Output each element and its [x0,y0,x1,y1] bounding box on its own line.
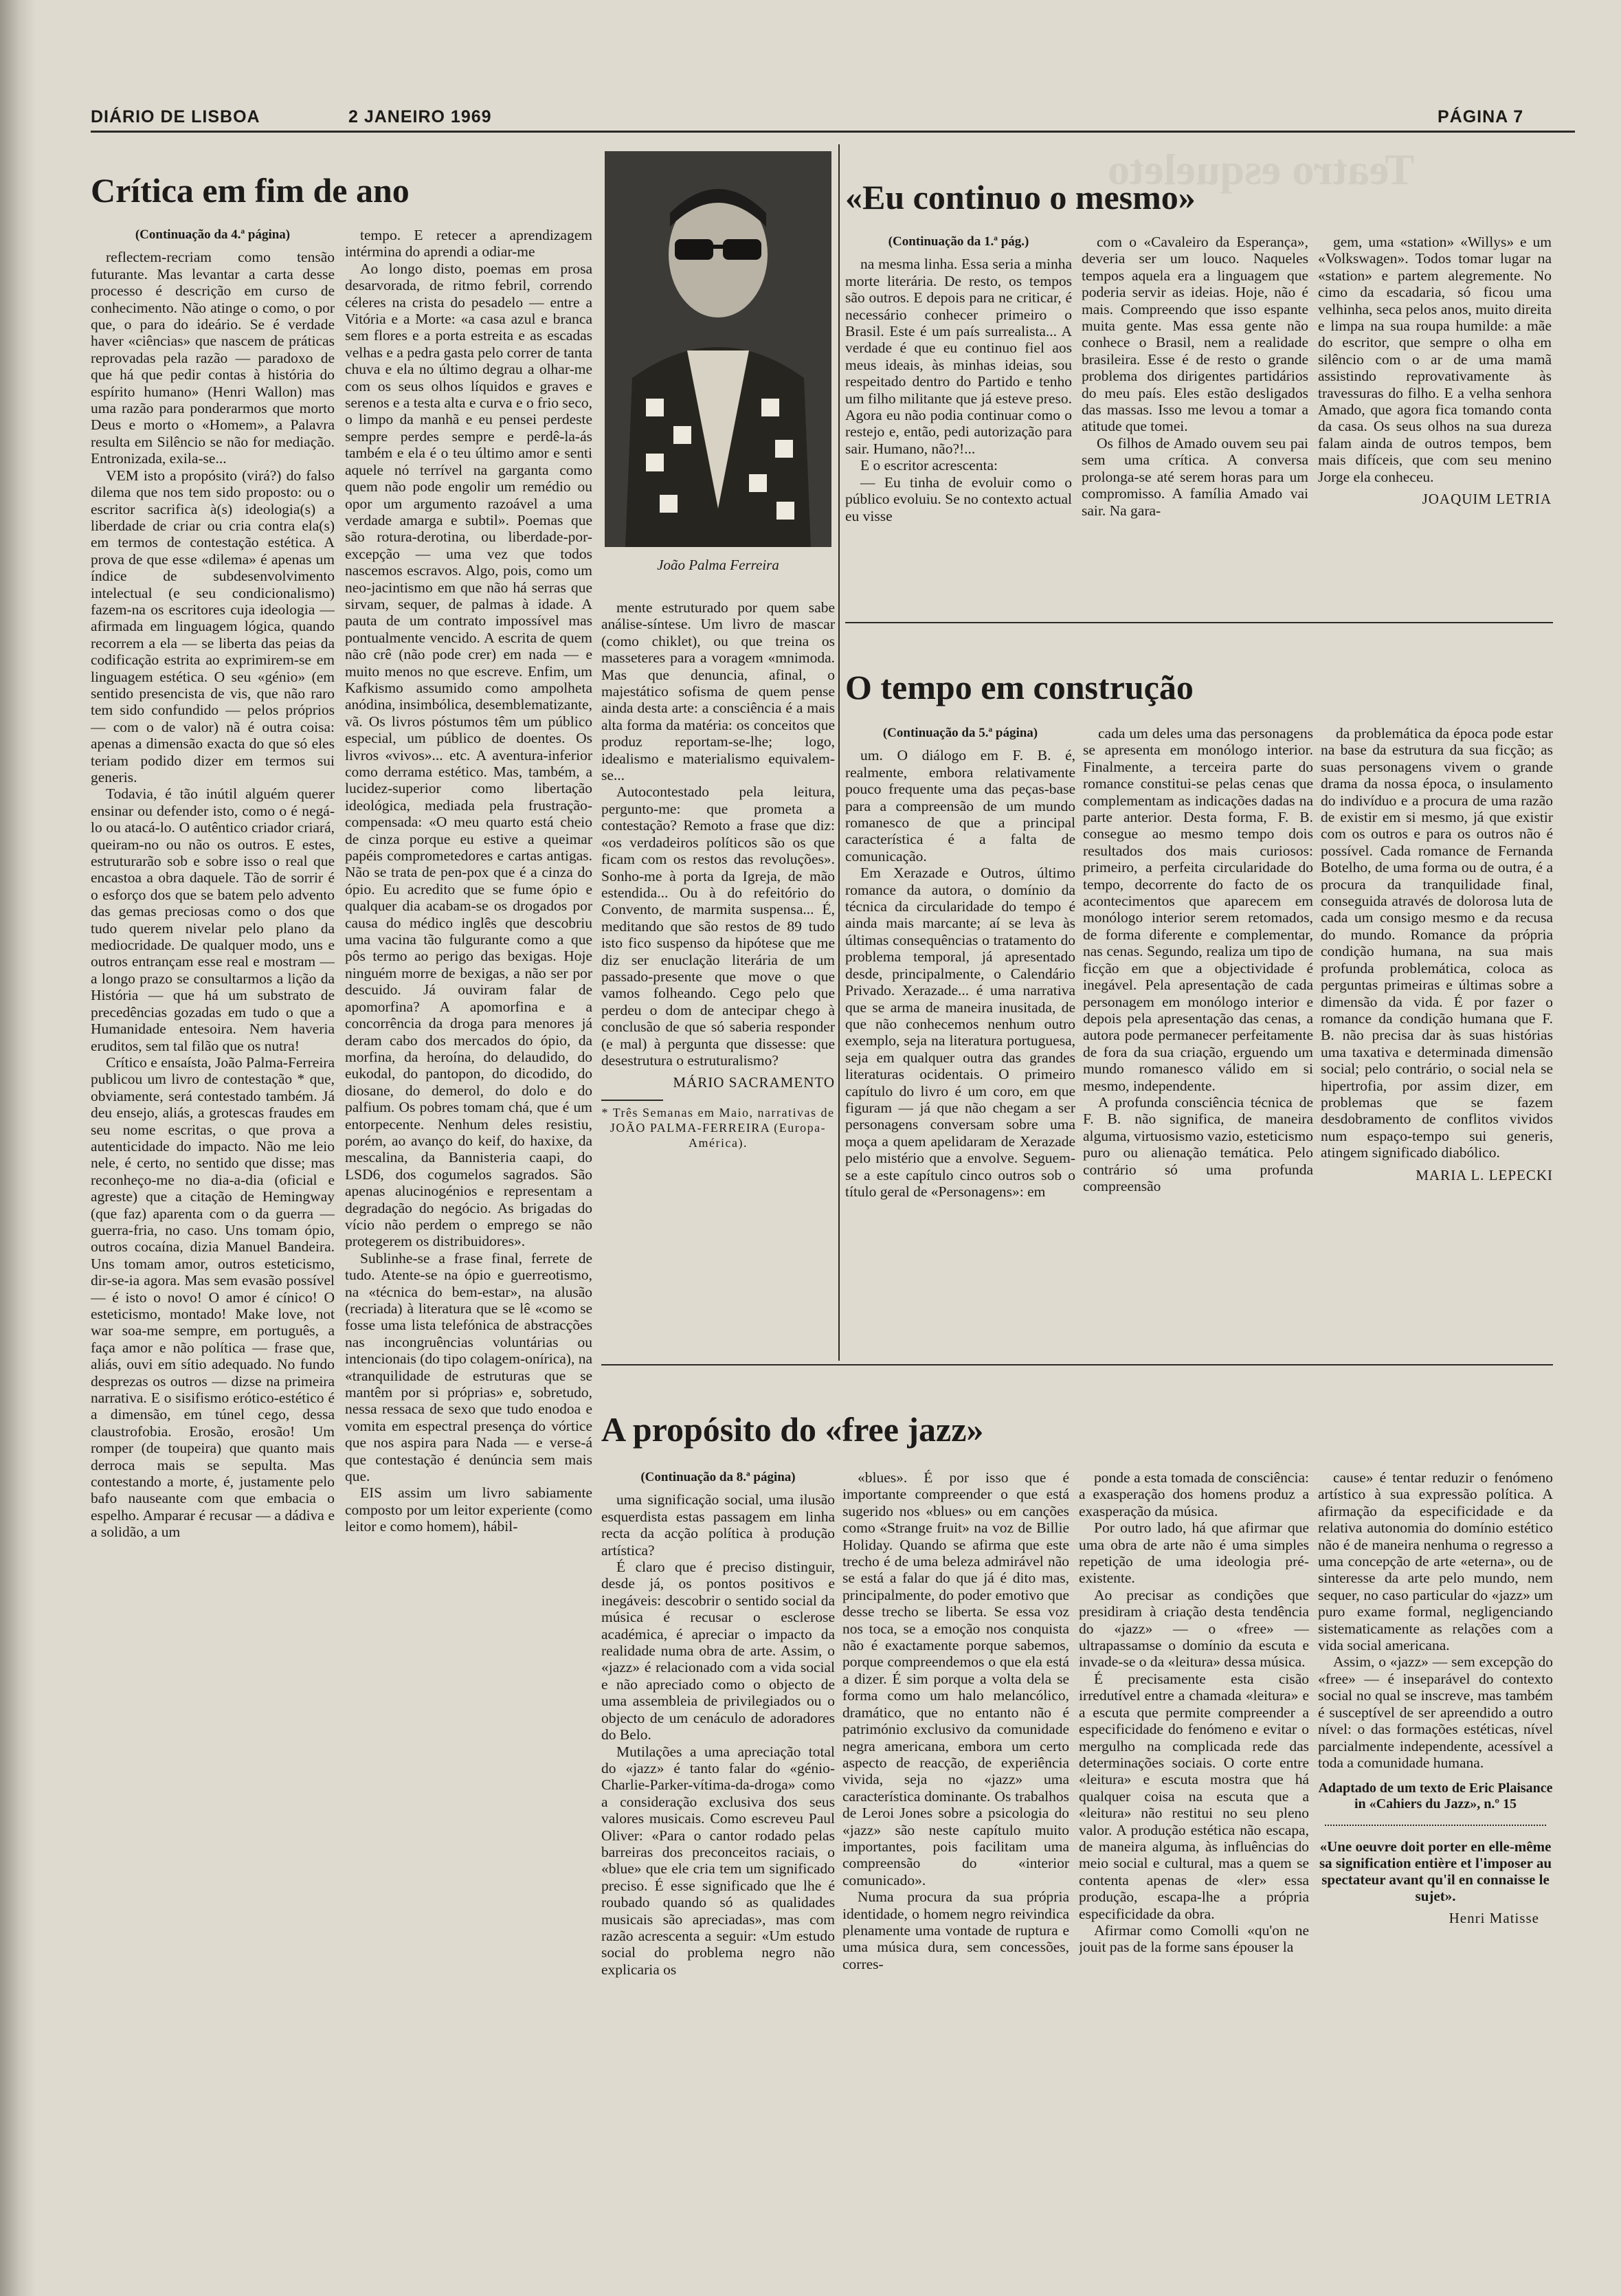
footnote: * Três Semanas em Maio, narrativas de JOÃO PALMA-FERREIRA (Europa-América). [601,1105,835,1150]
dotted-separator [1325,1825,1546,1826]
section-rule [601,1364,1553,1366]
paragraph: Em Xerazade e Outros, último romance da autora, o domínio da técnica da circularidade do tempo é ainda mais marcante; aí se leva às últimas consequências o tratamento do problema temporal, já apresentado desde, principalmente, o Calendário Privado. Xerazade... é uma narrativa que se arma de maneira inusitada, de que não conhecemos nenhum outro exemplo, seja na literatura portuguesa, seja em qualquer outra das grandes literaturas ocidentais. O primeiro capítulo do livro é um coro, em que figuram — já que não chegam a ser personagens conversam sobre uma moça a quem apelidaram de Xerazade pelo mistério que a envolve. Seguem-se a este capítulo cinco outros sob o título geral de «Personagens»: em [845,865,1075,1200]
paragraph: gem, uma «station» «Willys» e um «Volkswagen». Todos tomar lugar na «station» e partem alegremente. No cimo da escadaria, só ficou uma velhinha, seca pelos anos, muito direita e limpa na sua roupa humilde: a mãe do escritor, que sempre o olha em silêncio com o ar de uma mamã assistindo reprovativamente às travessuras do filho. E a velha senhora Amado, que agora fica tomando conta da casa. Os seus olhos na sua dureza falam ainda de outros tempos, bem mais difíceis, que com seu menino Jorge ela conheceu. [1318,234,1552,485]
paragraph: reflectem-recriam como tensão futurante. Mas levantar a carta desse processo é descrição em curso de conhecimento. Não atinge o como, o por que, o para do ideário. Se é verdade haver «ciências» que nascem de práticas reprovadas pela razão — paradoxo de que há que pedir contas à história do espírito humano» (Henri Wallon) mas uma razão para ponderarmos que morto Deus e morto o «Homem», a Palavra resulta em Silêncio se não for mediação. Entronizada, exila-se... [91,249,335,467]
author-signature: MARIA L. LEPECKI [1416,1166,1553,1183]
paragraph: com o «Cavaleiro da Esperança», deveria ser um louco. Naqueles tempos aquela era a linguagem que poderia servir as ideias. Hoje, não é mais. Compreendo que isso espante muita gente. Mas essa gente não conhece o Brasil, nem a realidade brasileira. Esse é de resto o grande problema dos dirigentes partidários do meu país. Eles estão desligados das massas. Isso me levou a tomar a atitude que tomei. [1082,234,1308,435]
paragraph: cada um deles uma das personagens se apresenta em monólogo interior. Finalmente, a terceira parte do romance constitui-se pelas cenas que complementam as indicações dadas na parte anterior. Desta forma, F. B. consegue ao mesmo tempo dois resultados dos mais curiosos: primeiro, a perfeita circularidade do tempo, decorrente do facto de os acontecimentos que aparecem em monólogo interior serem retomados, de forma diferente e complementar, nas cenas. Segundo, realiza um tipo de ficção em que a objectividade é inegável. Pela apresentação de cada personagem em monólogo interior e depois pela apresentação das cenas, a autora pode permanecer perfeitamente de fora da sua criação, erguendo um mundo romanesco válido em si mesmo, independente. [1083,725,1313,1094]
paragraph: mente estruturado por quem sabe análise-síntese. Um livro de mascar (como chiklet), ou que treina os masseteres para a voragem «mnimoda. Mas que denuncia, afinal, o majestático sofisma de quem pense ainda desta arte: a consciência é a mais alta forma da matéria: os conceitos que produz reportam-se-lhe; logo, idealismo e materialismo equivalem-se... [601,599,835,784]
quote-author: Henri Matisse [1449,1910,1539,1927]
author-photo [605,151,831,547]
matisse-quote: «Une oeuvre doit porter en elle-même sa signification entière et l'imposer au spectateur avant qu'il en connaisse le sujet». [1319,1838,1552,1905]
tempo-column-2 [1083,725,1313,1357]
paragraph: Assim, o «jazz» — sem excepção do «free» — é inseparável do contexto social no qual se inscreve, mas também é susceptível de ser apreendido a outro nível: o das formações estéticas, nível parcialmente independente, acessível a toda a comunidade humana. [1318,1653,1553,1771]
paragraph: Todavia, é tão inútil alguém querer ensinar ou defender isto, como o é negá-lo ou atacá-lo. O autêntico criador criará, queiram-no ou não os outros. E estes, estruturarão sob e sobre isso o real que encastoa a obra daquele. Tão de sorrir é o esforço dos que se batem pelo advento das gemas preciosas como o dos que tudo querem nivelar pelo plano da mediocridade. De qualquer modo, uns e outros entrançam esse real e mostram — a longo prazo se consultarmos a lição da História — que há um substrato de precedências gozadas em tudo o que a Humanidade entesoira. Nem haveria eruditos, sem tal filão que os nutra! [91,785,335,1054]
paragraph: Autocontestado pela leitura, pergunto-me: que prometa a contestação? Remoto a frase que diz: «os verdadeiros políticos são os que ficam com os restos das revoluções». Sonho-me à porta da Igreja, de mão estendida... Ou à do refeitório do Convento, de marmita suspensa... É, meditando que são restos de 89 tudo isto fico suspenso da hipótese que me diz ser enuclação literária de um passado-presente que move o que vamos folheando. Cego pelo que perdeu o dom de antecipar chego à conclusão de que só saberia responder (e mal) à pergunta que dissesse: que desestrutura o estruturalismo? [601,783,835,1069]
paragraph: na mesma linha. Essa seria a minha morte literária. De resto, os tempos são outros. E depois para ne criticar, é necessário conhecer primeiro o Brasil. Este é um país surrealista... A verdade é que eu continuo fiel aos meus ideais, às minhas ideias, sou respeitado dentro do Partido e tenho um filho militante que já esteve preso. Agora eu não podia continuar como o restejo e, então, pedi autorização para sair. Humano, não?!... [845,256,1072,457]
column-divider [838,144,840,1361]
paragraph: Por outro lado, há que afirmar que uma obra de arte não é uma simples repetição de uma ideologia pré-existente. [1079,1519,1309,1587]
jazz-column-3 [1079,1469,1309,2246]
jazz-column-2 [842,1469,1069,2246]
critica-column-3 [601,599,835,1300]
paragraph: tempo. E retecer a aprendizagem intérmina do aprendi a odiar-me [345,227,592,260]
author-signature: MÁRIO SACRAMENTO [673,1074,835,1091]
paragraph: ponde a esta tomada de consciência: a exasperação dos homens produz a exasperação da música. [1079,1469,1309,1519]
continuo-column-3 [1318,234,1552,612]
critica-column-2 [345,227,592,2185]
paragraph: É claro que é preciso distinguir, desde já, os pontos positivos e inegáveis: descobrir o sentido social da música é recusar o esclerose académica, é apreciar o impacto da realidade numa obra de arte. Assim, o «jazz» é relacionado com a vida social e não apreciado como o objecto de uma assembleia de privilegiados ou o objecto de um cenáculo de adoradores do Belo. [601,1559,835,1743]
paragraph: VEM isto a propósito (virá?) do falso dilema que nos tem sido proposto: ou o escritor sacrifica à(s) ideologia(s) a liberdade de criar ou cria contra ela(s) em termos de contestação estética. A prova de que esse «dilema» é apenas um índice de subdesenvolvimento intelectual (e seu condicionalismo) fazem-na os escritores cuja ideologia — afirmada em linguagem lógica, quando recorrem a ela — se liberta das peias da codificação estrita ao exprimirem-se em linguagem estética. O seu «génio» (em sentido presencista de vis, que não raro tem sido confundido — pelos próprios — com o de valor) nã é outra coisa: apenas a dimensão exacta do que só eles teriam podido dizer em termos sui generis. [91,467,335,785]
paragraph: Os filhos de Amado ouvem seu pai sem uma crítica. A conversa prolonga-se até serem horas para um compromisso. A família Amado vai sair. Na gara- [1082,434,1308,519]
article-title-continuo: «Eu continuo o mesmo» [845,178,1196,216]
continuation-note: (Continuação da 4.ª página) [135,227,291,242]
paragraph: A profunda consciência técnica de F. B. não significa, de maneira alguma, virtuosismo vazio, esteticismo puro ou alienação temática. Pelo contrário só uma profunda compreensão [1083,1093,1313,1194]
paragraph: — Eu tinha de evoluir como o público evoluiu. Se no contexto actual eu visse [845,473,1072,524]
photo-caption: João Palma Ferreira [657,557,779,573]
tempo-column-3 [1321,725,1553,1357]
paragraph: E o escritor acrescenta: [860,457,998,474]
jazz-column-1 [601,1469,835,2246]
paper-name: DIÁRIO DE LISBOA [91,107,260,126]
bleed-through-text: Teatro esqueleto [1108,145,1415,194]
paragraph: É precisamente esta cisão irredutível entre a chamada «leitura» e a escuta que permite compreender a especificidade do fenómeno e evitar o mergulho na complicada rede das determinações sociais. O corte entre «leitura» e escuta mostra que há qualquer coisa na escuta que a «leitura» não restitui no seu pleno valor. A produção estética não escapa, de maneira alguma, às influências do meio social e cultural, mas a quem se contenta apenas de «ler» essa produção, escapa-lhe a própria especificidade da obra. [1079,1670,1309,1922]
paragraph: Ao precisar as condições que presidiram à criação desta tendência do «jazz» — o «free» — ultrapassamse o domínio da escuta e invade-se o da «leitura» dessa música. [1079,1586,1309,1671]
paragraph: um. O diálogo em F. B. é, realmente, embora relativamente pouco frequente uma das peças-base para a compreensão de um mundo romanesco de que a principal característica é a falta de comunicação. [845,747,1075,865]
paragraph: Sublinhe-se a frase final, ferrete de tudo. Atente-se na ópio e guerreotismo, na «técnica do bem-estar», na alusão (recriada) à literatura que se lê «como se fosse uma lista telefónica de abstracções nas incongruências voluntárias ou intencionais (do tipo colagem-onírica), na «tranquilidade de estruturas que se mantêm por si próprias» e, sobretudo, nessa ressaca de sexo que tudo enodoa e vomita em espectral presença do vórtice que nos aspira para Nada — e verse-á que contestação é denúncia sem mais que. [345,1249,592,1485]
jazz-column-4 [1318,1469,1553,2246]
paragraph: EIS assim um livro sabiamente composto por um leitor experiente (como leitor e como homem), hábil- [345,1484,592,1535]
paragraph: Afirmar como Comolli «qu'on ne jouit pas de la forme sans épouser la [1079,1921,1309,1956]
newspaper-page [36,0,1621,2296]
critica-column-1 [91,227,335,2185]
source-credit: Adaptado de um texto de Eric Plaisance in «Cahiers du Jazz», n.º 15 [1318,1781,1553,1812]
continuo-column-1 [845,234,1072,612]
continuation-note: (Continuação da 1.ª pág.) [888,234,1029,249]
article-title-tempo: O tempo em construção [845,668,1194,706]
paragraph: Crítico e ensaísta, João Palma-Ferreira publicou um livro de contestação * que, obviamente, será contestado também. Já deu ensejo, aliás, a grotescas fraudes em seu nome escritas, o que prova a autenticidade do impacto. Não me leio nele, é certo, no sentido que disse; mas reconheço-me no dia-a-dia (oficial e agreste) que a citação de Hemingway (que faz) aparenta com o da guerra — guerra-fria, no caso. Uns tomam ópio, outros cocaína, dizia Manuel Bandeira. Uns tomam amor, outros esteticismo, dir-se-ia agora. Mas sem evasão possível — é isto o novo! O amor é cínico! O esteticismo, montado! Make love, not war soa-me sempre, em português, a faça amor e não política — frase que, aliás, ouvi em sítio adequado. No fundo desprezas os outros — dizse na primeira narrativa. E o sisifismo erótico-estético é a dimensão, em túnel cego, dessa claustrofobia. Erosão, erosão! Um romper (de toupeira) que quanto mais derroca mais se sepulta. Mas contestando a morte, é, justamente pelo bafo nauseante com que embacia o espelho. Amparar é recusar — a dádiva e a solidão, a um [91,1054,335,1541]
tempo-column-1 [845,725,1075,1357]
paragraph: Ao longo disto, poemas em prosa desarvorada, de ritmo febril, correndo céleres na crista do pesadelo — entre a Vitória e a Morte: «a casa azul e branca sem flores e a porta estreita e as escadas velhas e a pedra gasta pelo correr de tanta chuva e ela no último degrau a olhar-me com os seus olhos líquidos e graves e serenos e a testa alta e curva e o frio seco, o limpo da manhã e eu pensei perdeste sempre perdes sempre e perdê-la-ás também e ela é o teu último amor e senti aquele nó terrível na garganta como quem não pode engolir um remédio ou opor um argumento razoável a uma verdade amarga e subtil». Poemas que são rotura-derotina, ou liberdade-por-excepção — uma vez que todos nascemos escravos. Algo, pois, como um neo-jacintismo em que não há serras que sirvam, sequer, de palmas à idade. A pauta de um contrato impossível mas pontualmente vencido. A escrita de quem não crê (não pode crer) em nada — e muito menos no que escreve. Enfim, um Kafkismo assumido como ampolheta anódina, insimbólica, desemblematizante, vã. Os livros póstumos têm um público especial, um público de doentes. Os livros «vivos»... etc. A aventura-inferior como derrama estético. Mas, também, a lucidez-superior como libertação ideológica, mediada pela frustração-compensada: «O meu quarto está cheio de cinza porque eu estive a queimar papéis comprometedores e cartas antigas. Não se trata de pen-pox que é a cinza do ópio. Eu acredito que se fume ópio e qualquer dia acabam-se os drogados por causa do médico inglês que descobriu uma vacina tão fulgurante como a que pôs termo ao perigo das bexigas. Hoje ninguém morre de bexigas, a não ser por descuido. Já ouviram falar de apomorfina? A apomorfina e a concorrência da droga para menores já deram cabo dos mercados do ópio, da morfina, da heroína, do delaudido, do eukodal, do pantopon, do dicodido, do diosane, do demerol, do dolo e do palfium. Os pobres tomam chá, que é um entorpecente. Nenhum deles resistiu, porém, ao avanço do keif, do haxixe, da mescalina, da Bannisteria caapi, do LSD6, dos cogumelos sagrados. São apenas alucinogénios e representam a degradação do negócio. As brigadas do vício não perdem o emprego se não protegerem os distribuidores». [345,260,592,1250]
footnote-rule [601,1100,663,1101]
continuation-note: (Continuação da 8.ª página) [640,1470,796,1484]
paragraph: cause» é tentar reduzir o fenómeno artístico à sua expressão política. A afirmação da especificidade e da relativa autonomia do domínio estético não é de maneira nenhuma o regresso a uma concepção de arte «eterna», ou de sinteresse da arte pelo mundo, nem sequer, no caso particular do «jazz» um puro exame formal, negligenciando sistematicamente as relações com a vida social americana. [1318,1469,1553,1654]
article-title-jazz: A propósito do «free jazz» [601,1410,984,1449]
paragraph: da problemática da época pode estar na base da estrutura da sua ficção; as suas personagens vivem o grande drama da nossa época, o insulamento do indivíduo e a procura de uma razão de existir em si mesmo, já que existir com os outros e para os outros não é possível. Cada romance de Fernanda Botelho, de uma forma ou de outra, é a procura da tranquilidade final, conseguida através de dolorosa luta de cada um consigo mesmo e da recusa do mundo. Romance da própria condição humana, na sua mais profunda problemática, coloca as perguntas primeiras e últimas sobre a dimensão da vida. É por fazer o romance da condição humana que F. B. não precisa dar às suas histórias uma taxativa e determinada dimensão social; pelo contrário, o social nela se hipertrofia, por assim dizer, em problemas que se fazem desdobramento de conflitos vividos num espaço-tempo sui generis, atingem significado diabólico. [1321,725,1553,1161]
article-title-critica: Crítica em fim de ano [91,171,410,210]
issue-date: 2 JANEIRO 1969 [348,107,492,126]
continuo-column-2 [1082,234,1308,612]
paragraph: Mutilações a uma apreciação total do «jazz» é tanto falar do «génio-Charlie-Parker-vítima-da-droga» como a consideração exclusiva dos seus valores musicais. Como escreveu Paul Oliver: «Para o cantor rodado pelas barreiras dos preconceitos raciais, o «blue» que ele cria tem um significado preciso. É esse significado que lhe é roubado quando só as qualidades musicais são apreciadas», mas com razão acrescenta a seguir: «Um estudo social do problema negro não explicaria os [601,1743,835,1978]
paragraph: Numa procura da sua própria identidade, o homem negro reivindica plenamente uma vontade de ruptura e uma música dura, sem concessões, corres- [842,1888,1069,1972]
page-number: PÁGINA 7 [1438,107,1524,126]
portrait-illustration [605,151,831,547]
paragraph: uma significação social, uma ilusão esquerdista estas passagem em linha recta da acção política à produção artística? [601,1491,835,1559]
header-rule [91,131,1575,133]
section-rule [845,622,1553,623]
paragraph: «blues». É por isso que é importante compreender o que está sugerido nos «blues» ou em canções como «Strange fruit» na voz de Billie Holiday. Quando se afirma que este trecho é de uma beleza admirável não se está a falar do que já é dito mas, principalmente, do poder emotivo que desse trecho se liberta. Se essa voz nos toca, se a emoção nos conquista não é exactamente porque sabemos, porque compreendemos o que ela está a dizer. É sim porque a volta dela se forma como um halo melancólico, dramático, que no entanto não é património exclusivo da comunidade negra americana, embora um certo aspecto de reacção, de experiência vivida, seja no «jazz» uma característica dominante. Os trabalhos de Leroi Jones sobre a psicologia do «jazz» são neste capítulo muito importantes, pois facilitam uma compreensão do «interior comunicado». [842,1469,1069,1888]
author-signature: JOAQUIM LETRIA [1422,491,1552,508]
page-fold-shadow [0,0,36,2296]
continuation-note: (Continuação da 5.ª página) [882,726,1038,740]
